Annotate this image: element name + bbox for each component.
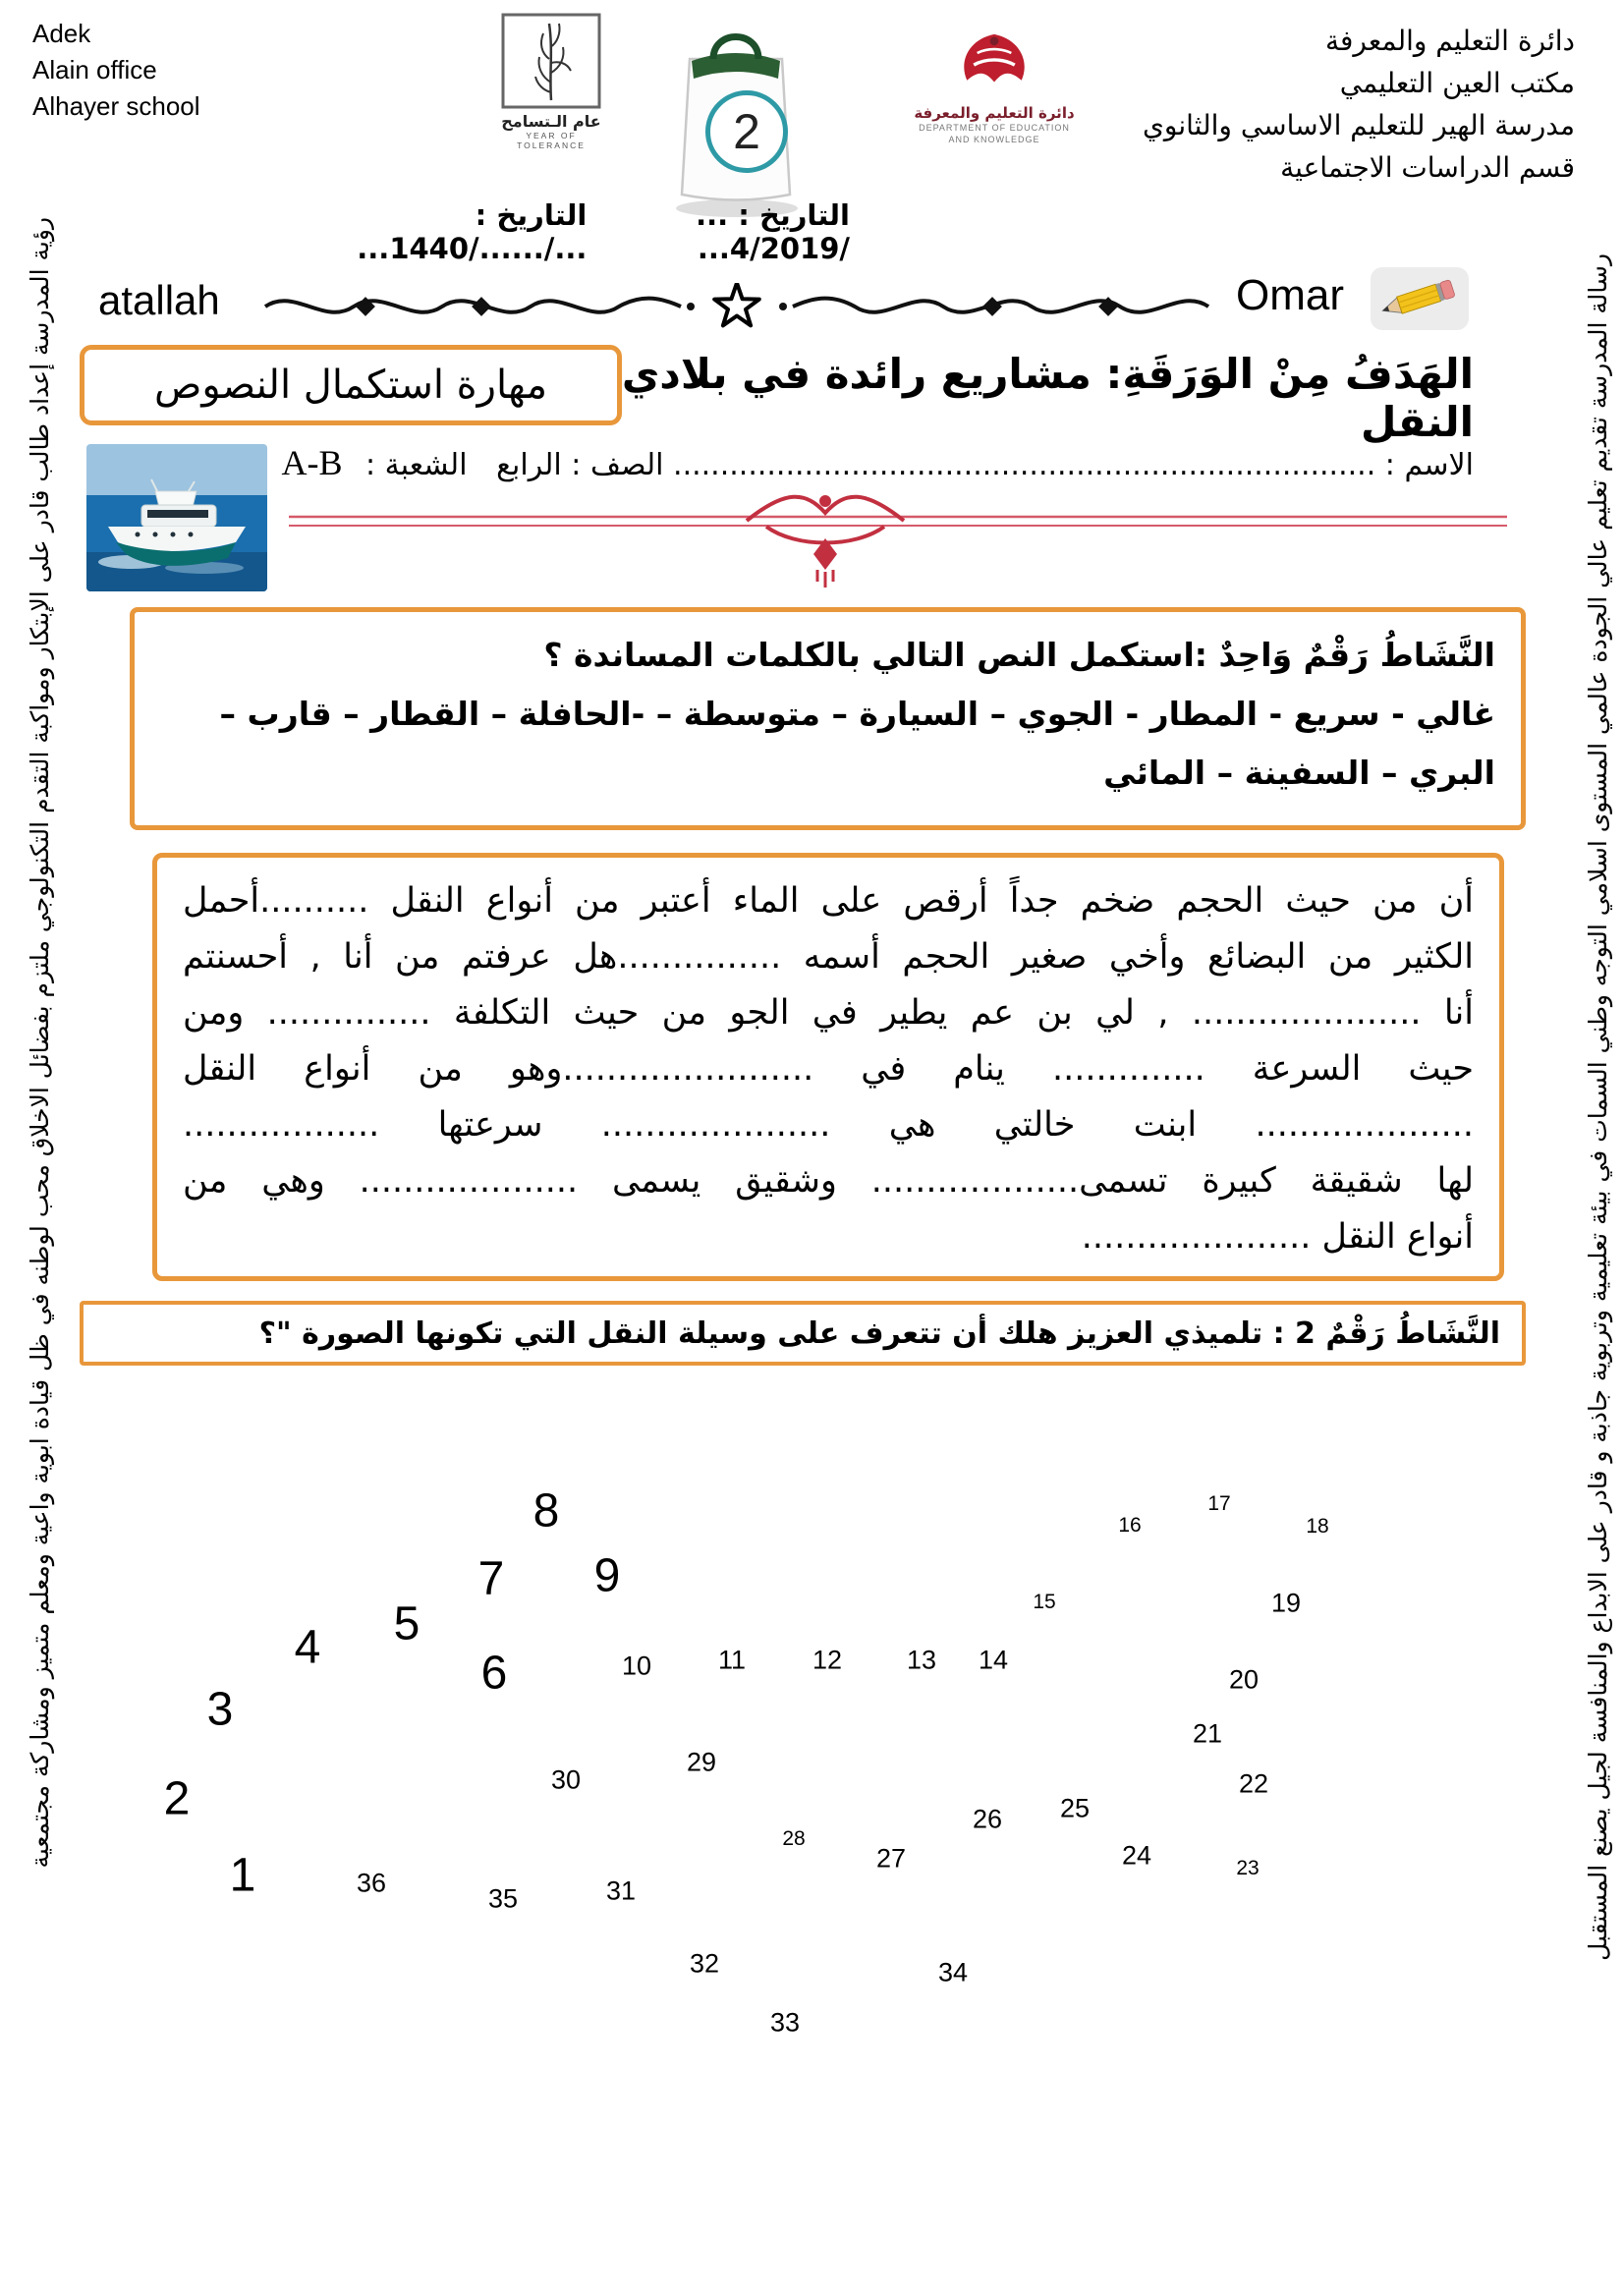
school-vision-vertical: رؤية المدرسة إعداد طالب قادر على الإبتكار ومواكبة التقدم التكنولوجي ملتزم بفضائل الاخلاق محب لوطنه في ظل قيادة ابوية واعية ومعلم متميز ومشاركة مجتمعية <box>26 217 54 1869</box>
passage-line: أنا ..................... , لي بن عم يطير في الجو من حيث التكلفة ............... ومن <box>183 993 1474 1033</box>
dot-number: 24 <box>1121 1840 1152 1871</box>
dot-number: 5 <box>393 1597 420 1651</box>
dot-number: 36 <box>356 1868 387 1898</box>
dot-number: 18 <box>1306 1515 1329 1538</box>
dept-logo-en1: DEPARTMENT OF EDUCATION <box>919 123 1070 133</box>
dot-number: 22 <box>1238 1768 1269 1799</box>
passage-line: أن من حيث الحجم ضخم جداً أرقص على الماء أعتبر من أنواع النقل ..........أحمل <box>183 881 1474 921</box>
school-line: Alhayer school <box>32 91 200 121</box>
dot-number: 9 <box>593 1549 621 1602</box>
dot-number: 34 <box>937 1957 969 1987</box>
dot-number: 31 <box>605 1875 637 1906</box>
passage-line: .................... ابنت خالتي هي ..................... سرعتها .................. <box>183 1105 1474 1145</box>
worksheet-goal: الهَدَفُ مِنْ الوَرَقَةِ: مشاريع رائدة في بلادي النقل <box>621 350 1474 446</box>
passage-line: حيث السرعة .............. ينام في .......................وهو من أنواع النقل <box>183 1049 1474 1089</box>
dot-number: 19 <box>1270 1588 1302 1618</box>
dot-number: 32 <box>689 1948 720 1979</box>
section-label: الشعبة : <box>365 448 468 482</box>
dot-number: 27 <box>875 1843 907 1874</box>
dot-number: 17 <box>1207 1492 1231 1515</box>
tolerance-caption-ar: عام الـتسامح <box>501 112 601 131</box>
school-line: Adek <box>32 19 91 48</box>
school-line: Alain office <box>32 55 157 84</box>
student-name-right: Omar <box>1236 271 1344 319</box>
dot-number: 20 <box>1228 1664 1260 1695</box>
dot-number: 35 <box>487 1883 519 1914</box>
dot-number: 30 <box>550 1764 582 1795</box>
dot-number: 4 <box>294 1621 321 1674</box>
dot-number: 1 <box>229 1849 256 1902</box>
dot-number: 33 <box>769 2007 801 2038</box>
grade-label: الصف : الرابع <box>496 448 664 482</box>
dot-number: 11 <box>717 1645 747 1675</box>
dept-header-line: مدرسة الهير للتعليم الاساسي والثانوي <box>1142 109 1575 141</box>
student-name-left: atallah <box>98 277 220 323</box>
dot-number: 21 <box>1192 1718 1223 1749</box>
school-mission-vertical: رسالة المدرسة تقديم تعليم عالي الجودة عالمي المستوى اسلامي التوجه وطني السمات في بيئة تعليمية وتربوية جاذبة و قادر على الابداع والمنافسة لجيل يصنع المستقبل <box>1584 253 1612 1961</box>
name-label: الاسم : <box>1384 448 1474 482</box>
date-hijri: التاريخ : .../....../1440... <box>357 198 588 265</box>
dot-number: 14 <box>978 1645 1009 1675</box>
dot-number: 25 <box>1059 1793 1091 1823</box>
dept-logo-ar: دائرة التعليم والمعرفة <box>914 104 1075 122</box>
dot-number: 26 <box>972 1804 1003 1834</box>
section-value: A-B <box>281 443 343 482</box>
dot-number: 7 <box>477 1552 505 1605</box>
dot-number: 23 <box>1236 1857 1260 1879</box>
dot-number: 10 <box>621 1651 652 1681</box>
passage-line: الكثير من البضائع وأخي صغير الحجم أسمه ...............هل عرفتم من أنا , أحسنتم <box>183 937 1474 977</box>
dot-number: 16 <box>1118 1514 1142 1537</box>
worksheet-number: 2 <box>705 90 788 173</box>
dot-number: 15 <box>1033 1591 1056 1613</box>
dept-header-line: قسم الدراسات الاجتماعية <box>1280 151 1575 184</box>
dept-header-line: مكتب العين التعليمي <box>1339 67 1575 99</box>
dept-header-line: دائرة التعليم والمعرفة <box>1325 25 1575 57</box>
activity1-title: النَّشَاطُ رَقْمٌ وَاحِدٌ :استكمل النص التالي بالكلمات المساندة ؟ <box>543 636 1495 674</box>
activity1-words-line1: غالي - سريع - المطار - الجوي – السيارة – متوسطة – -الحافلة – القطار – قارب – <box>219 695 1495 733</box>
dept-logo-en2: AND KNOWLEDGE <box>948 135 1040 144</box>
passage-line: أنواع النقل ..................... <box>1081 1217 1474 1257</box>
date-gregorian: التاريخ : ... /4/2019... <box>696 198 850 265</box>
dot-number: 28 <box>782 1827 806 1850</box>
dot-number: 8 <box>532 1484 560 1538</box>
dot-number: 29 <box>686 1747 717 1777</box>
passage-line: لها شقيقة كبيرة تسمى................... وشقيق يسمى .................... وهي من <box>183 1161 1474 1201</box>
activity2-title: النَّشَاطُ رَقْمٌ 2 : تلميذي العزيز هلك أن تتعرف على وسيلة النقل التي تكونها الصورة "؟ <box>258 1315 1500 1351</box>
activity1-words-line2: البري – السفينة – المائي <box>1103 754 1495 792</box>
dot-number: 13 <box>906 1645 937 1675</box>
dot-number: 2 <box>163 1772 191 1825</box>
name-blank: ........................................................................... <box>673 448 1376 482</box>
tolerance-caption-en: YEAR OF TOLERANCE <box>517 131 586 150</box>
dot-number: 3 <box>206 1683 234 1736</box>
dot-number: 6 <box>480 1647 508 1700</box>
skill-title: مهارة استكمال النصوص <box>154 363 547 408</box>
dot-number: 12 <box>812 1645 843 1675</box>
